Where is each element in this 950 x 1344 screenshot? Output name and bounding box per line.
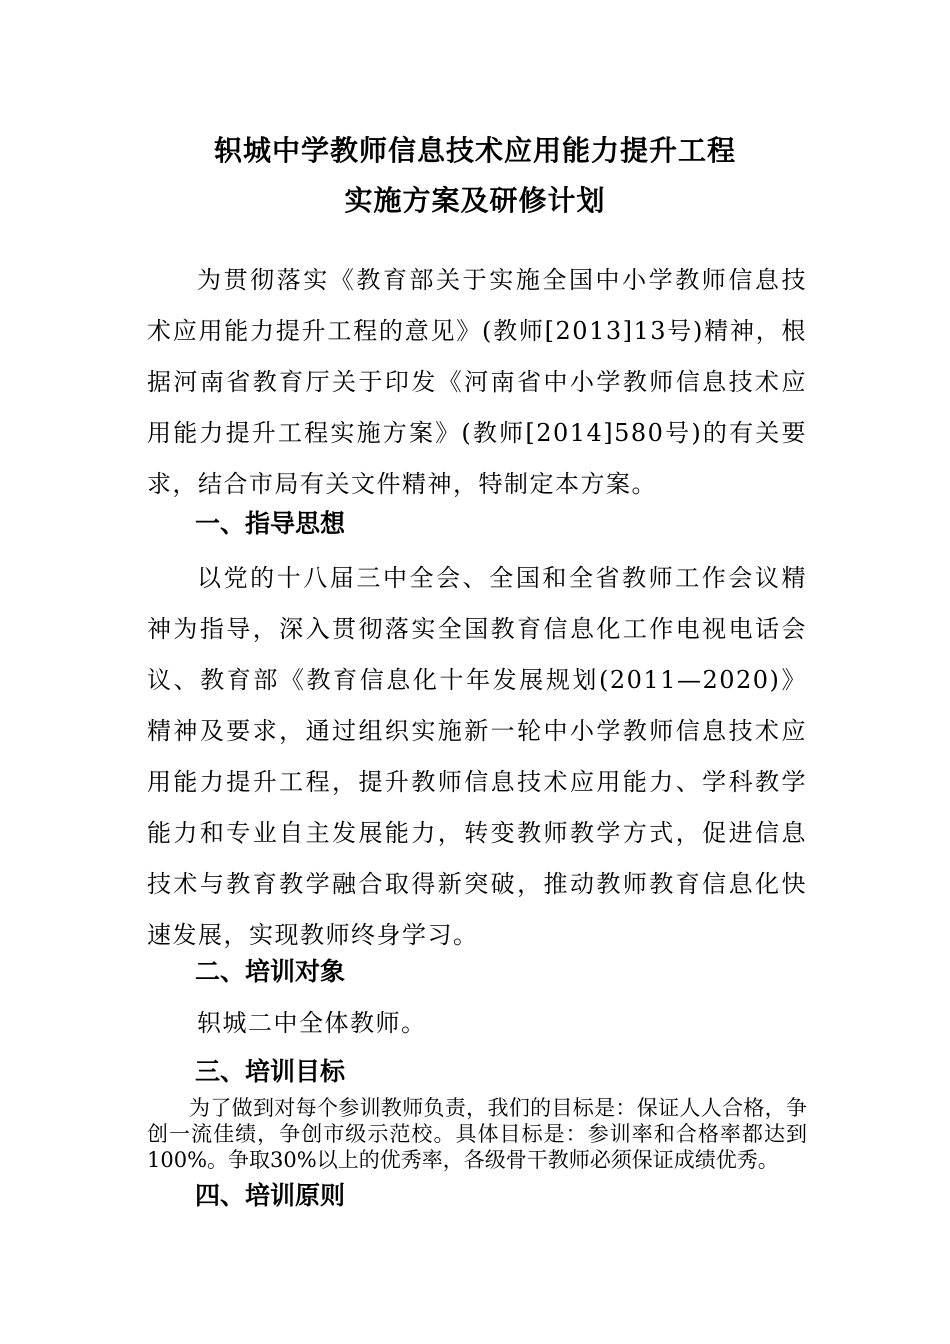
document-title-line-1: 轵城中学教师信息技术应用能力提升工程	[213, 134, 736, 167]
section-heading-training-targets: 二、培训对象	[195, 957, 346, 986]
section-body-training-targets: 轵城二中全体教师。	[197, 1009, 427, 1037]
section-heading-training-goals: 三、培训目标	[195, 1057, 346, 1086]
section-heading-guiding-ideology: 一、指导思想	[195, 509, 346, 538]
section-body-guiding-ideology: 以党的十八届三中全会、全国和全省教师工作会议精神为指导，深入贯彻落实全国教育信息化工作电视电话会议、教育部《教育信息化十年发展规划(2011—2020)》精神及要求，通过组织实施新一轮中小学教师信息技术应用能力提升工程，提升教师信息技术应用能力、学科教学能力和专业自主发展能力，转变教师教学方式，促进信息技术与教育教学融合取得新突破，推动教师教育信息化快速发展，实现教师终身学习。	[147, 564, 807, 949]
intro-paragraph: 为贯彻落实《教育部关于实施全国中小学教师信息技术应用能力提升工程的意见》(教师[2013]13号)精神，根据河南省教育厅关于印发《河南省中小学教师信息技术应用能力提升工程实施方案》(教师[2014]580号)的有关要求，结合市局有关文件精神，特制定本方案。	[147, 266, 807, 498]
section-heading-training-principles: 四、培训原则	[195, 1181, 346, 1210]
document-title-line-2: 实施方案及研修计划	[344, 184, 606, 217]
section-body-training-goals: 为了做到对每个参训教师负责，我们的目标是：保证人人合格，争创一流佳绩，争创市级示范校。具体目标是：参训率和合格率都达到100%。争取30%以上的优秀率，各级骨干教师必须保证成绩优秀。	[147, 1096, 807, 1172]
